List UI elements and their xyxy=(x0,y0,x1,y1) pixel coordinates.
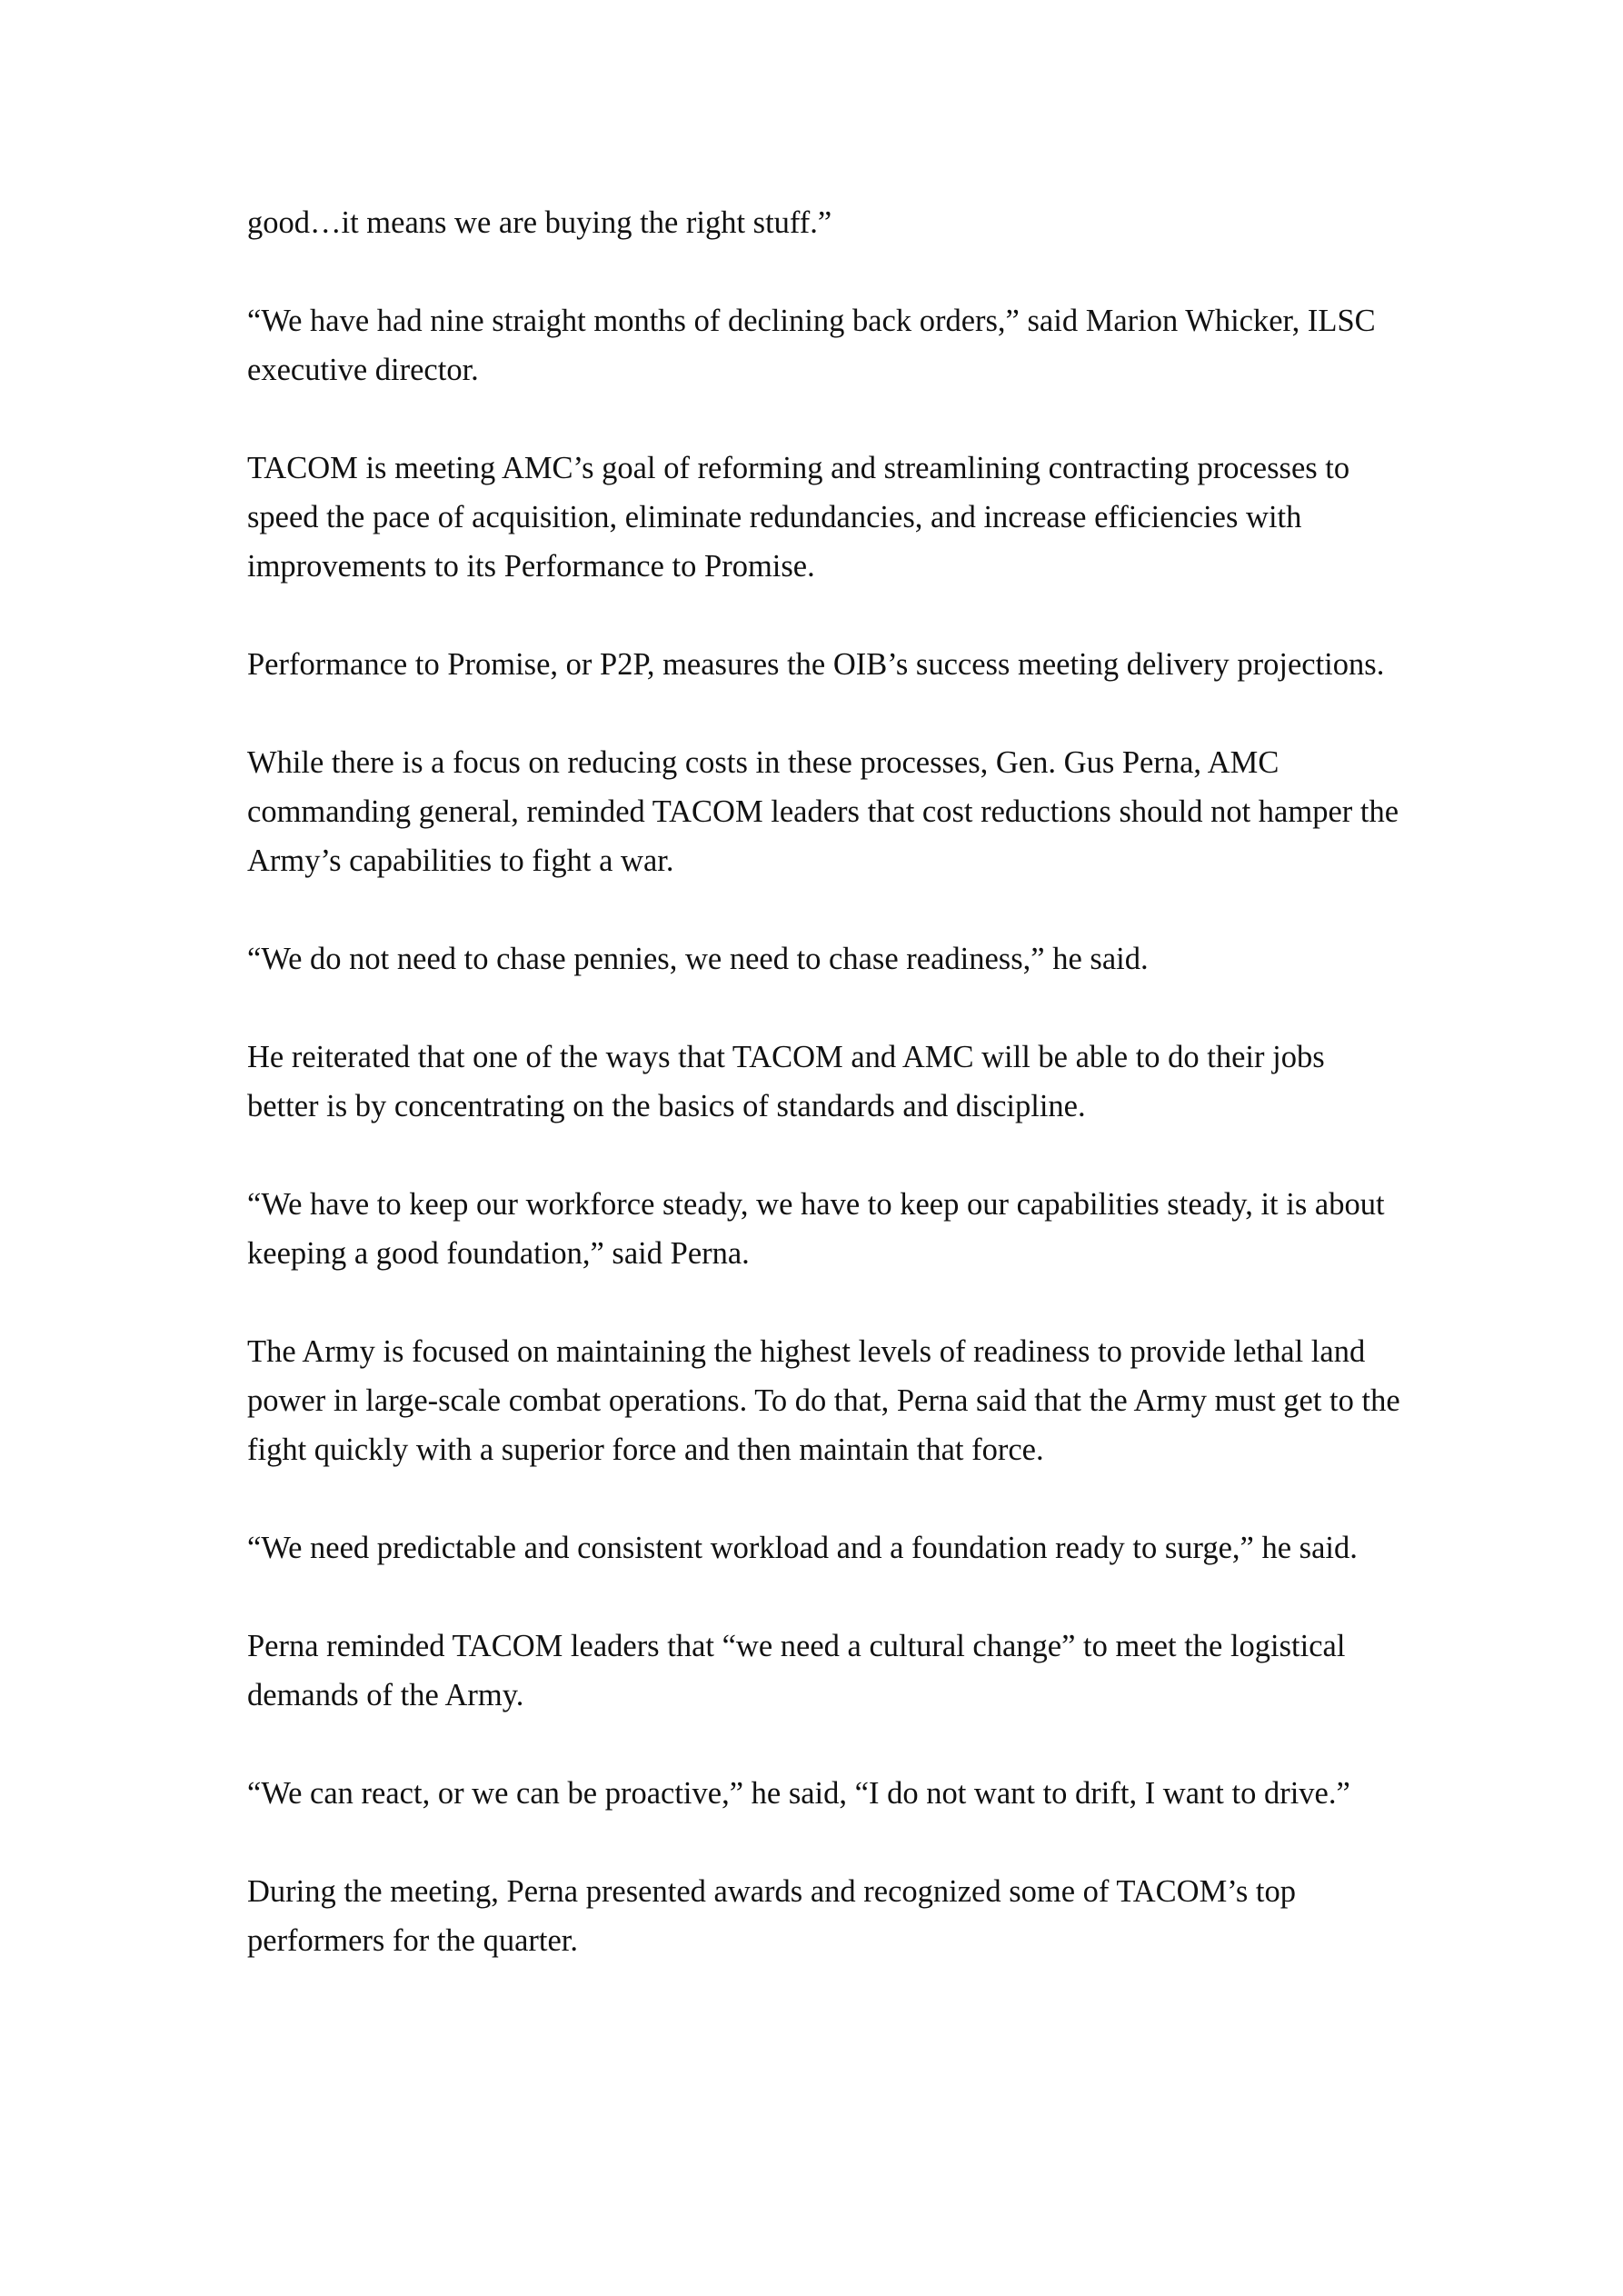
paragraph: good…it means we are buying the right stuff.” xyxy=(247,205,832,240)
paragraph: While there is a focus on reducing costs in these processes, Gen. Gus Perna, AMC commanding general, reminded TACOM leaders that cost reductions should not hamper the Army’s capabilities to fight a war. xyxy=(247,745,1399,878)
paragraph: “We have to keep our workforce steady, we have to keep our capabilities steady, it is about keeping a good foundation,” said Perna. xyxy=(247,1187,1385,1271)
document-body xyxy=(247,198,1401,1965)
paragraph: “We have had nine straight months of declining back orders,” said Marion Whicker, ILSC executive director. xyxy=(247,304,1376,387)
paragraph: He reiterated that one of the ways that TACOM and AMC will be able to do their jobs better is by concentrating on the basics of standards and discipline. xyxy=(247,1040,1325,1123)
paragraph: “We need predictable and consistent workload and a foundation ready to surge,” he said. xyxy=(247,1531,1358,1565)
paragraph: The Army is focused on maintaining the highest levels of readiness to provide lethal land power in large-scale combat operations. To do that, Perna said that the Army must get to the fight quickly with a superior force and then maintain that force. xyxy=(247,1334,1400,1467)
paragraph: “We can react, or we can be proactive,” he said, “I do not want to drift, I want to drive.” xyxy=(247,1776,1350,1811)
paragraph: TACOM is meeting AMC’s goal of reforming and streamlining contracting processes to speed the pace of acquisition, eliminate redundancies, and increase efficiencies with improvements to its Performance to Promise. xyxy=(247,451,1350,584)
paragraph: “We do not need to chase pennies, we need to chase readiness,” he said. xyxy=(247,942,1149,976)
paragraph: Perna reminded TACOM leaders that “we need a cultural change” to meet the logistical demands of the Army. xyxy=(247,1629,1346,1712)
paragraph: During the meeting, Perna presented awards and recognized some of TACOM’s top performers for the quarter. xyxy=(247,1874,1296,1958)
paragraph: Performance to Promise, or P2P, measures the OIB’s success meeting delivery projections. xyxy=(247,647,1385,682)
